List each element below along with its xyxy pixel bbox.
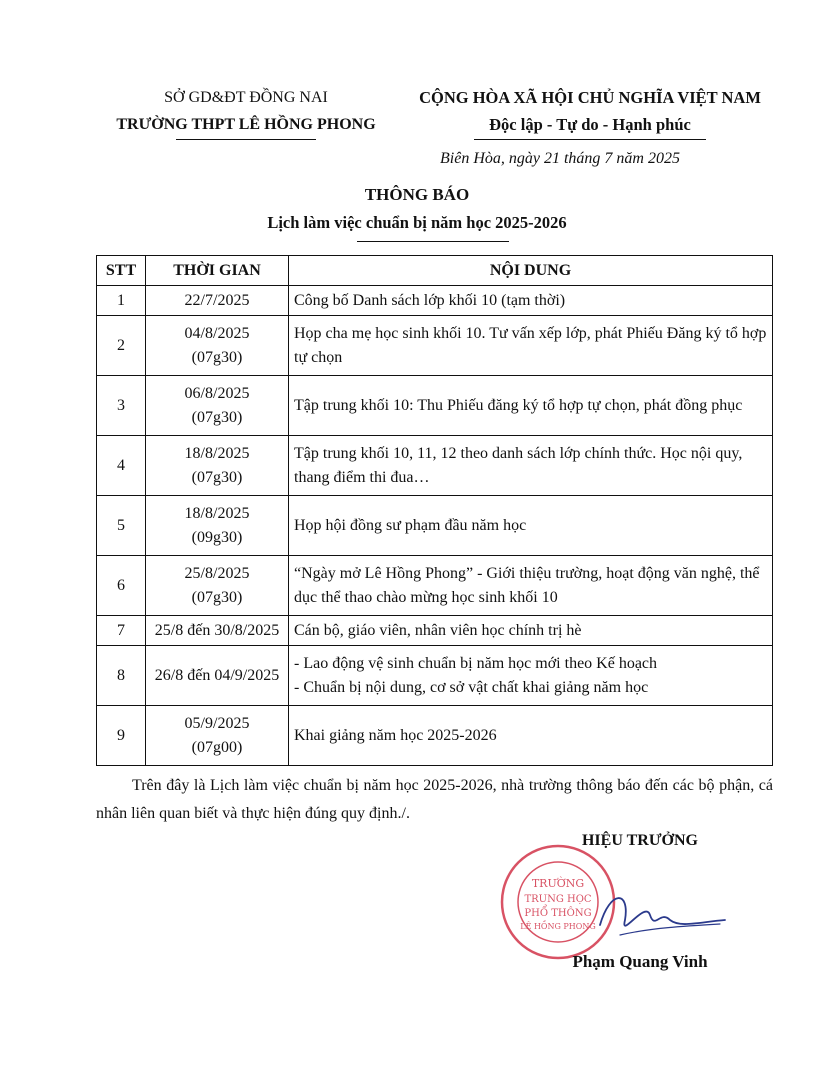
table-row xyxy=(97,706,773,766)
row-content-line: - Chuẩn bị nội dung, cơ sở vật chất khai giảng năm học xyxy=(294,678,649,696)
header-content: NỘI DUNG xyxy=(289,256,773,286)
document-title: THÔNG BÁO xyxy=(364,185,470,204)
row-time-date: 05/9/2025 xyxy=(184,714,250,732)
row-content-line: - Lao động vệ sinh chuẩn bị năm học mới theo Kế hoạch xyxy=(294,654,658,672)
row-time-hour: (07g30) xyxy=(191,408,243,426)
row-stt: 1 xyxy=(97,286,146,316)
motto-underline xyxy=(474,139,706,140)
row-time xyxy=(146,616,289,646)
row-time xyxy=(146,286,289,316)
table-row xyxy=(97,376,773,436)
row-time-hour: (07g30) xyxy=(191,348,243,366)
row-time-hour: (07g30) xyxy=(191,468,243,486)
issuer-block xyxy=(96,86,396,140)
row-time-hour: (07g00) xyxy=(191,738,243,756)
table-row xyxy=(97,646,773,706)
row-content-line: Khai giảng năm học 2025-2026 xyxy=(294,726,497,744)
row-content-line: Tập trung khối 10: Thu Phiếu đăng ký tổ hợp tự chọn, phát đồng phục xyxy=(294,396,743,414)
table-row xyxy=(97,316,773,376)
row-stt: 4 xyxy=(97,436,146,496)
row-content-line: Họp hội đồng sư phạm đầu năm học xyxy=(294,516,527,534)
row-content xyxy=(289,376,773,436)
row-time xyxy=(146,376,289,436)
row-stt: 8 xyxy=(97,646,146,706)
row-content xyxy=(289,436,773,496)
row-content-line: Tập trung khối 10, 11, 12 theo danh sách lớp chính thức. Học nội quy, thang điểm thi đua… xyxy=(294,444,743,486)
row-time xyxy=(146,556,289,616)
row-content xyxy=(289,286,773,316)
seal-text-3: PHỔ THÔNG xyxy=(524,908,592,919)
school-name: TRƯỜNG THPT LÊ HỒNG PHONG xyxy=(116,116,376,133)
row-content-line: Họp cha mẹ học sinh khối 10. Tư vấn xếp lớp, phát Phiếu Đăng ký tổ hợp tự chọn xyxy=(294,324,767,366)
row-content xyxy=(289,706,773,766)
header-time: THỜI GIAN xyxy=(146,256,289,286)
row-stt: 3 xyxy=(97,376,146,436)
row-time xyxy=(146,646,289,706)
signer-name: Phạm Quang Vinh xyxy=(572,952,708,971)
table-row xyxy=(97,496,773,556)
closing-paragraph: Trên đây là Lịch làm việc chuẩn bị năm học 2025-2026, nhà trường thông báo đến các bộ phận, cá nhân liên quan biết và thực hiện đúng quy định./. xyxy=(96,777,773,822)
table-row xyxy=(97,616,773,646)
table-header-row xyxy=(97,256,773,286)
table-row xyxy=(97,286,773,316)
row-time-date: 22/7/2025 xyxy=(184,291,250,309)
schedule-table xyxy=(96,255,773,766)
row-time-date: 06/8/2025 xyxy=(184,384,250,402)
header-stt: STT xyxy=(97,256,146,286)
row-time-date: 04/8/2025 xyxy=(184,324,250,342)
school-underline xyxy=(176,139,316,140)
row-time xyxy=(146,316,289,376)
row-content xyxy=(289,646,773,706)
row-content xyxy=(289,556,773,616)
row-time xyxy=(146,706,289,766)
agency-name: SỞ GD&ĐT ĐỒNG NAI xyxy=(164,89,328,106)
date-line: Biên Hòa, ngày 21 tháng 7 năm 2025 xyxy=(440,150,680,167)
row-content-line: Cán bộ, giáo viên, nhân viên học chính trị hè xyxy=(294,621,582,639)
row-time xyxy=(146,496,289,556)
schedule-body xyxy=(97,286,773,766)
national-block xyxy=(395,86,785,140)
seal-text-2: TRUNG HỌC xyxy=(524,894,592,905)
row-stt: 9 xyxy=(97,706,146,766)
seal-text-4: LÊ HỒNG PHONG xyxy=(520,922,596,931)
national-motto: Độc lập - Tự do - Hạnh phúc xyxy=(489,115,691,134)
signer-title: HIỆU TRƯỞNG xyxy=(581,832,698,849)
row-stt: 2 xyxy=(97,316,146,376)
table-row xyxy=(97,436,773,496)
row-time-date: 25/8/2025 xyxy=(184,564,250,582)
document-subtitle: Lịch làm việc chuẩn bị năm học 2025-2026 xyxy=(267,213,567,232)
row-time-hour: (07g30) xyxy=(191,588,243,606)
row-time-date: 18/8/2025 xyxy=(184,444,250,462)
row-content xyxy=(289,316,773,376)
row-stt: 5 xyxy=(97,496,146,556)
seal-text-1: TRƯỜNG xyxy=(531,877,585,890)
handwritten-signature xyxy=(590,880,730,960)
table-row xyxy=(97,556,773,616)
row-content-line: “Ngày mở Lê Hồng Phong” - Giới thiệu trường, hoạt động văn nghệ, thể dục thể thao chào mừng học sinh khối 10 xyxy=(294,564,760,606)
row-time-date: 25/8 đến 30/8/2025 xyxy=(154,621,280,639)
row-content xyxy=(289,496,773,556)
row-content xyxy=(289,616,773,646)
row-stt: 7 xyxy=(97,616,146,646)
nation-name: CỘNG HÒA XÃ HỘI CHỦ NGHĨA VIỆT NAM xyxy=(419,88,761,107)
row-time-hour: (09g30) xyxy=(191,528,243,546)
row-time xyxy=(146,436,289,496)
row-stt: 6 xyxy=(97,556,146,616)
row-time-date: 18/8/2025 xyxy=(184,504,250,522)
row-time-date: 26/8 đến 04/9/2025 xyxy=(154,666,280,684)
subtitle-underline xyxy=(357,241,509,242)
row-content-line: Công bố Danh sách lớp khối 10 (tạm thời) xyxy=(294,291,566,309)
